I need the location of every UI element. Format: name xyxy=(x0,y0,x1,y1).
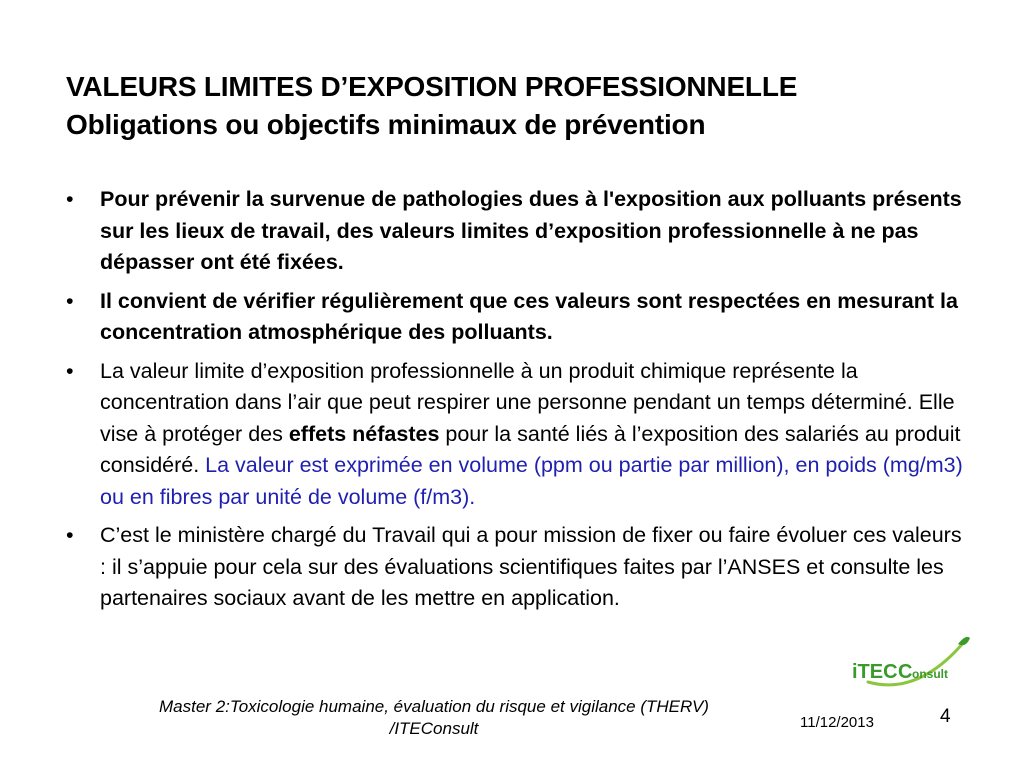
bullet-item-3 xyxy=(66,356,966,514)
bullet-icon: • xyxy=(66,187,74,211)
footer-caption xyxy=(100,696,768,740)
logo-text-onsult: onsult xyxy=(912,667,948,681)
logo-leaf xyxy=(958,637,970,645)
bullet-text-3-blue: La valeur est exprimée en volume (ppm ou partie par million), en poids (mg/m3) ou en fibres par unité de volume (f/m3). xyxy=(100,453,963,509)
bullet-item-1 xyxy=(66,184,966,279)
bullet-icon: • xyxy=(66,523,74,547)
bullet-text-1: Pour prévenir la survenue de pathologies dues à l'exposition aux polluants présents sur les lieux de travail, des valeurs limites d’exposition professionnelle à ne pas dépasser ont été fixées. xyxy=(100,187,962,274)
logo-text-c: C xyxy=(898,661,913,683)
bullet-text-2: Il convient de vérifier régulièrement que ces valeurs sont respectées en mesurant la concentration atmosphérique des polluants. xyxy=(100,288,958,344)
title-line-2: Obligations ou objectifs minimaux de prévention xyxy=(66,109,706,140)
title-line-1: VALEURS LIMITES D’EXPOSITION PROFESSIONNELLE xyxy=(66,71,798,102)
footer-caption-line-2: /ITEConsult xyxy=(389,719,479,738)
bullet-list xyxy=(66,184,966,622)
bullet-text-3-part1: La valeur limite d’exposition professionnelle à un produit chimique représente la concentration dans l’air que peut respirer une personne pendant un temps déterminé. Elle vise à protéger des xyxy=(100,358,955,446)
footer-date: 11/12/2013 xyxy=(800,714,874,731)
footer-caption-line-1: Master 2:Toxicologie humaine, évaluation du risque et vigilance (THERV) xyxy=(159,697,709,716)
bullet-item-2 xyxy=(66,286,966,349)
bullet-icon: • xyxy=(66,288,74,313)
logo-text-itec: iTEC xyxy=(852,661,898,683)
bullet-text-3-part2: pour la santé liés à l’exposition des salariés au produit considéré. xyxy=(100,421,961,477)
bullet-icon: • xyxy=(66,358,74,383)
slide-title xyxy=(66,68,986,144)
bullet-text-3-bold: effets néfastes xyxy=(288,421,440,446)
iteconsult-logo xyxy=(848,632,976,696)
bullet-item-4 xyxy=(66,520,966,615)
page-number: 4 xyxy=(940,706,951,727)
bullet-text-4: C’est le ministère chargé du Travail qui a pour mission de fixer ou faire évoluer ces valeurs : il s’appuie pour cela sur des évaluations scientifiques faites par l’ANSES et consulte les partenaires sociaux avant de les mettre en application. xyxy=(100,523,962,610)
